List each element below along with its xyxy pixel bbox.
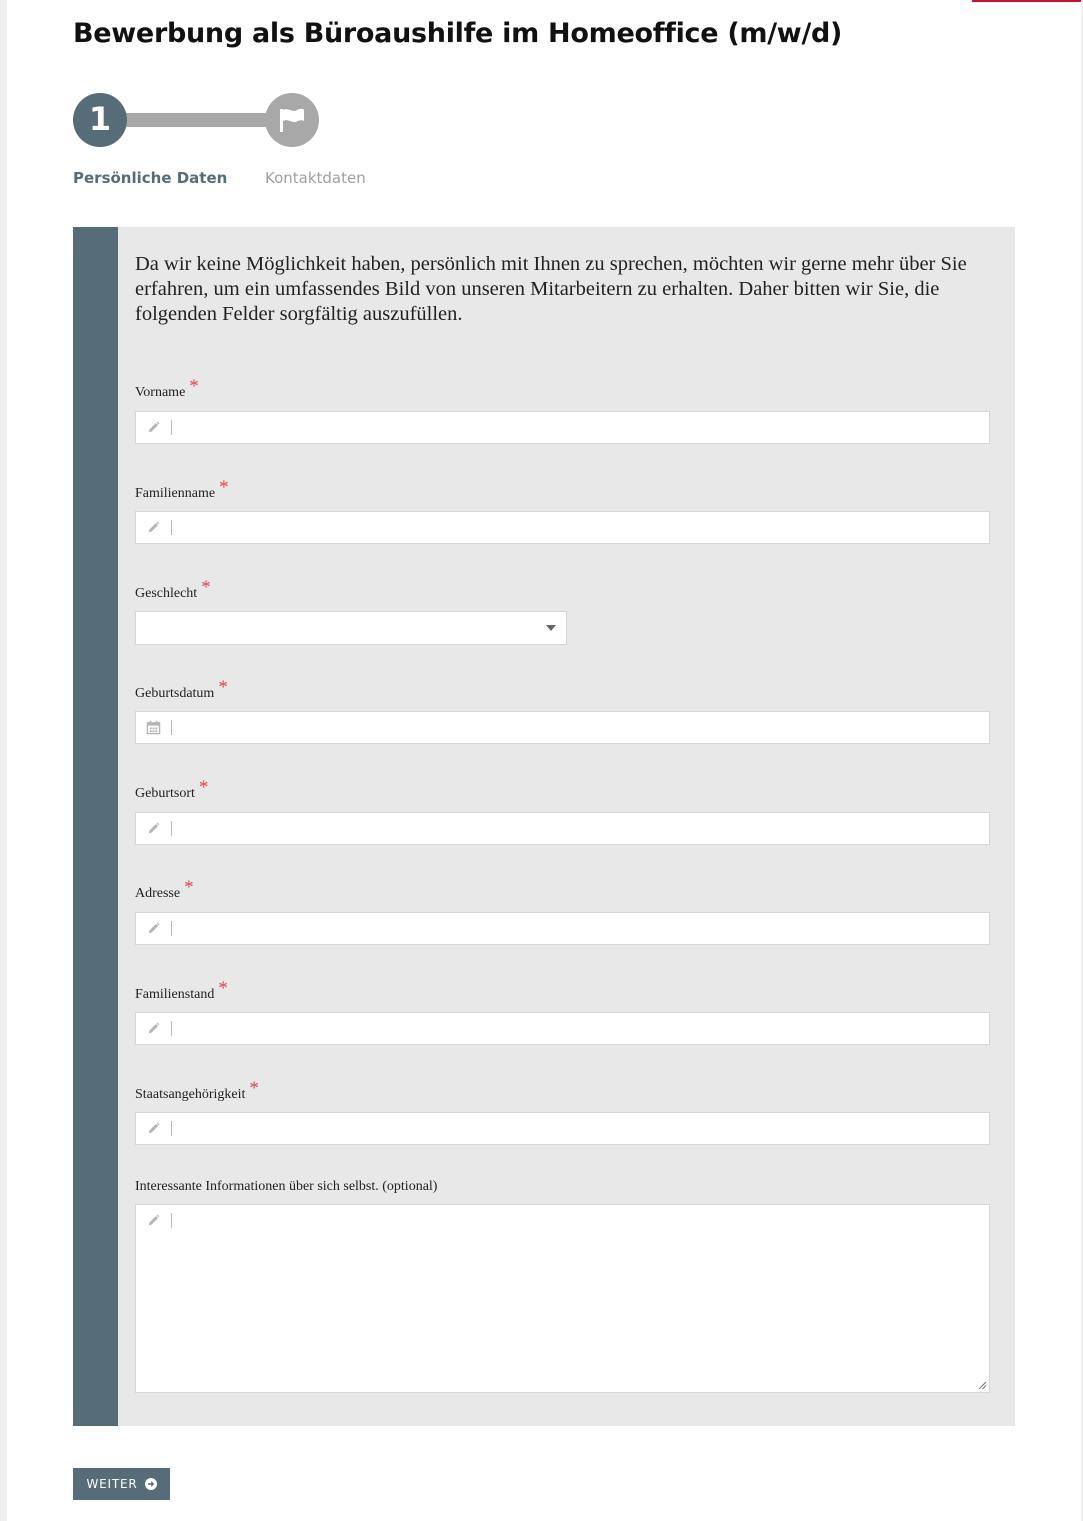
required-marker: * [218,978,228,999]
page-title: Bewerbung als Büroaushilfe im Homeoffice (m/w/d) [73,18,843,49]
staatsangehoerigkeit-label [135,1078,259,1104]
vorname-input[interactable] [135,411,990,444]
info-label [135,1179,437,1195]
pencil-icon [146,1121,161,1136]
geschlecht-label [135,577,211,603]
step-1-label[interactable]: Persönliche Daten [73,169,228,187]
geschlecht-label-text: Geschlecht [135,586,198,601]
geburtsdatum-label [135,677,228,703]
step-2-label[interactable]: Kontaktdaten [265,169,366,187]
pencil-icon [146,821,161,836]
calendar-icon [146,720,161,735]
page-left-border [0,0,7,1521]
input-divider [171,1121,172,1136]
info-textarea[interactable] [135,1204,990,1393]
step-1-indicator[interactable] [73,93,127,147]
pencil-icon [146,420,161,435]
top-accent-line [972,0,1081,2]
step-2-indicator[interactable] [265,93,319,147]
input-divider [171,720,172,735]
input-divider [171,420,172,435]
required-marker: * [198,777,209,798]
input-divider [171,1213,172,1228]
geburtsort-label-text: Geburtsort [135,786,195,801]
familienname-input[interactable] [135,511,990,544]
familienname-label [135,477,229,503]
next-button[interactable] [73,1468,170,1500]
pencil-icon [146,1213,161,1228]
form-panel [73,227,1015,1426]
input-divider [171,821,172,836]
required-marker: * [219,477,229,498]
geburtsdatum-label-text: Geburtsdatum [135,686,215,701]
vorname-label-text: Vorname [135,385,186,400]
info-label-text: Interessante Informationen über sich selbst. (optional) [135,1179,438,1194]
familienstand-input[interactable] [135,1012,990,1045]
adresse-input[interactable] [135,912,990,945]
pencil-icon [146,1021,161,1036]
required-marker: * [184,877,194,898]
adresse-label [135,877,194,903]
step-1-number: 1 [88,100,112,138]
adresse-label-text: Adresse [135,886,181,901]
arrow-circle-right-icon [145,1478,157,1490]
form-intro-text: Da wir keine Möglichkeit haben, persönlich mit Ihnen zu sprechen, möchten wir gerne mehr über Sie erfahren, um ein umfassendes Bild von unseren Mitarbeitern zu erhalten. Daher bitten wir Sie, die folgenden Felder sorgfältig auszufüllen. [135,253,967,325]
required-marker: * [189,376,199,397]
familienstand-label [135,978,228,1004]
panel-accent-bar [73,227,118,1426]
geburtsort-label [135,777,209,803]
required-marker: * [218,677,228,698]
input-divider [171,921,172,936]
staatsangehoerigkeit-input[interactable] [135,1112,990,1145]
geburtsdatum-input[interactable] [135,711,990,744]
pencil-icon [146,520,161,535]
familienstand-label-text: Familienstand [135,987,215,1002]
required-marker: * [249,1078,259,1099]
input-divider [171,520,172,535]
input-divider [171,1021,172,1036]
resize-handle-icon[interactable] [978,1381,987,1390]
required-marker: * [201,577,211,598]
next-button-label: WEITER [86,1477,138,1491]
familienname-label-text: Familienname [135,486,216,501]
geburtsort-input[interactable] [135,812,990,845]
vorname-label [135,376,199,402]
geschlecht-select[interactable] [135,611,567,645]
chevron-down-icon [546,625,556,631]
flag-icon [277,107,307,133]
pencil-icon [146,921,161,936]
step-progress-track [118,113,274,127]
staatsangehoerigkeit-label-text: Staatsangehörigkeit [135,1087,246,1102]
